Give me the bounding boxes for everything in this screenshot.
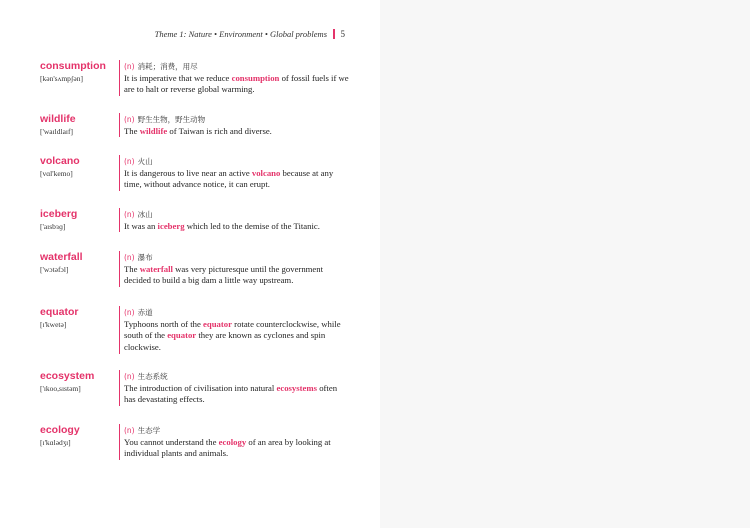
sentence-text: Typhoons north of the <box>124 319 204 329</box>
pronunciation: ['ɪkoo,sɪstəm] <box>40 384 81 393</box>
entry-divider <box>119 306 120 354</box>
header-divider <box>333 29 335 39</box>
sentence-text: they are known as cyclones and spin clockwise. <box>124 330 326 352</box>
highlighted-word: iceberg <box>157 221 185 231</box>
sentence-text: The introduction of civilisation into natural <box>124 383 277 393</box>
sentence-text: which led to the demise of the Titanic. <box>184 221 320 231</box>
highlighted-word: ecosystems <box>276 383 318 393</box>
pronunciation: ['aɪsbɜɡ] <box>40 222 66 231</box>
sentence-text: was very picturesque until the government decided to build a big dam a little way upstream. <box>124 264 324 286</box>
entry-divider <box>119 208 120 232</box>
sentence-text: of fossil fuels if we are to halt or reverse global warming. <box>124 73 349 95</box>
part-of-speech-line <box>124 371 168 382</box>
vocab-word: waterfall <box>40 251 83 263</box>
sentence-text: It is imperative that we reduce <box>124 73 232 83</box>
part-of-speech: (n) <box>124 253 135 262</box>
sentence-text: You cannot understand the <box>124 437 219 447</box>
part-of-speech: (n) <box>124 372 135 381</box>
part-of-speech: (n) <box>124 115 135 124</box>
header-title: Theme 1: Nature • Environment • Global problems <box>154 29 327 39</box>
entry-divider <box>119 113 120 137</box>
sentence-text: It is dangerous to live near an active <box>124 168 252 178</box>
entry-divider <box>119 424 120 460</box>
part-of-speech-line <box>124 156 153 167</box>
example-sentence <box>124 168 349 191</box>
part-of-speech: (n) <box>124 308 135 317</box>
example-sentence <box>124 221 349 232</box>
page-number: 5 <box>340 29 345 39</box>
part-of-speech-line <box>124 209 153 220</box>
highlighted-word: equator <box>203 319 232 329</box>
running-header <box>150 29 345 39</box>
pronunciation: ['waɪldlaɪf] <box>40 127 74 136</box>
sentence-text: of Taiwan is rich and diverse. <box>167 126 272 136</box>
entry-divider <box>119 251 120 287</box>
part-of-speech-line <box>124 252 153 263</box>
vocab-word: consumption <box>40 60 106 72</box>
chinese-definition: 野生生物，野生动物 <box>137 115 206 124</box>
entry-divider <box>119 60 120 96</box>
part-of-speech: (n) <box>124 62 135 71</box>
example-sentence <box>124 73 349 96</box>
pronunciation: [vɑl'kemo] <box>40 169 73 178</box>
part-of-speech-line <box>124 114 205 125</box>
entry-divider <box>119 370 120 406</box>
pronunciation: [kən'sʌmpʃən] <box>40 74 84 83</box>
chinese-definition: 生态学 <box>137 426 161 435</box>
vocab-word: volcano <box>40 155 80 167</box>
part-of-speech: (n) <box>124 426 135 435</box>
chinese-definition: 赤道 <box>137 308 153 317</box>
part-of-speech: (n) <box>124 157 135 166</box>
vocab-word: equator <box>40 306 79 318</box>
vocab-word: ecology <box>40 424 80 436</box>
pronunciation: ['wɔtəfɔl] <box>40 265 69 274</box>
example-sentence <box>124 383 349 406</box>
example-sentence <box>124 437 349 460</box>
highlighted-word: equator <box>167 330 197 341</box>
sentence-text: because at any time, without advance notice, it can erupt. <box>124 168 334 190</box>
part-of-speech: (n) <box>124 210 135 219</box>
pronunciation: [ɪ'kɑlədʒɪ] <box>40 438 71 447</box>
part-of-speech-line <box>124 307 153 318</box>
vocab-word: ecosystem <box>40 370 95 382</box>
sentence-text: The <box>124 264 140 274</box>
chinese-definition: 生态系统 <box>137 372 168 381</box>
sentence-text: It was an <box>124 221 158 231</box>
highlighted-word: ecology <box>218 437 247 447</box>
highlighted-word: wildlife <box>139 126 168 136</box>
chinese-definition: 消耗；消费，用尽 <box>137 62 198 71</box>
sentence-text: often has devastating effects. <box>124 383 338 405</box>
pronunciation: [ɪ'kwetə] <box>40 320 67 329</box>
sentence-text: The <box>124 126 140 136</box>
highlighted-word: consumption <box>231 73 280 83</box>
chinese-definition: 冰山 <box>137 210 153 219</box>
part-of-speech-line <box>124 61 198 72</box>
vocab-word: wildlife <box>40 113 76 125</box>
sentence-text: rotate counterclockwise, while south of the <box>124 319 341 341</box>
example-sentence <box>124 126 349 137</box>
chinese-definition: 火山 <box>137 157 153 166</box>
vocab-word: iceberg <box>40 208 78 220</box>
example-sentence <box>124 319 349 353</box>
example-sentence <box>124 264 349 287</box>
part-of-speech-line <box>124 425 160 436</box>
chinese-definition: 瀑布 <box>137 253 153 262</box>
highlighted-word: volcano <box>251 168 281 178</box>
highlighted-word: waterfall <box>139 264 173 274</box>
sentence-text: of an area by looking at individual plants and animals. <box>124 437 331 459</box>
entry-divider <box>119 155 120 191</box>
